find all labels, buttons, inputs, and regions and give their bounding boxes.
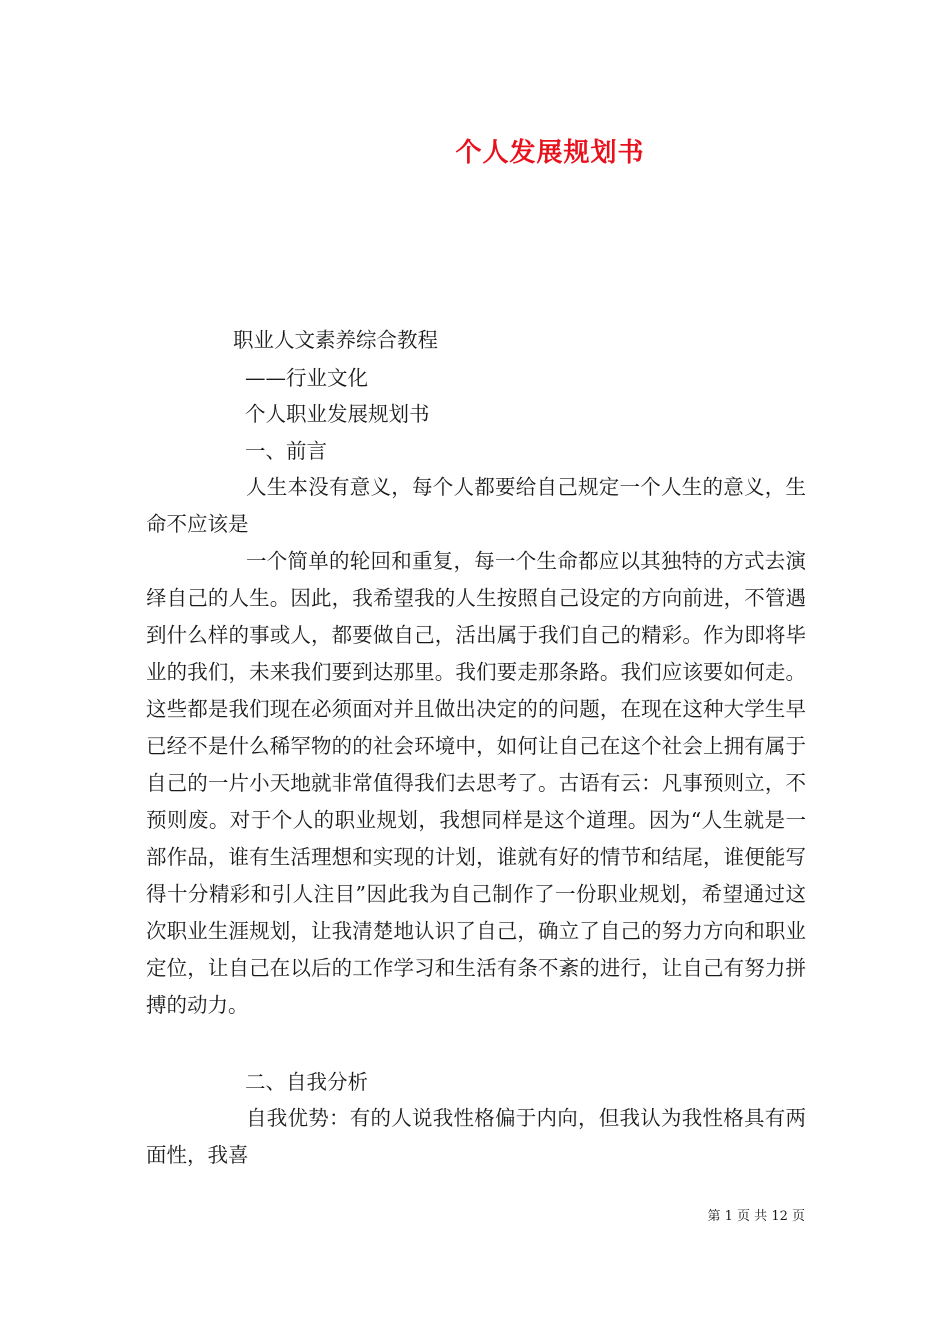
page-number-footer: 第 1 页 共 12 页 [707,1209,805,1224]
section-heading-preface: 一、前言 [245,439,327,463]
paragraph-body: 一个简单的轮回和重复，每一个生命都应以其独特的方式去演绎自己的人生。因此，我希望我的人生按照自己设定的方向前进，不管遇到什么样的事或人，都要做自己，活出属于我们自己的精彩。作为即将毕业的我们，未来我们要到达那里。我们要走那条路。我们应该要如何走。这些都是我们现在必须面对并且做出决定的的问题，在现在这种大学生早已经不是什么稀罕物的的社会环境中，如何让自己在这个社会上拥有属于自己的一片小天地就非常值得我们去思考了。古语有云：凡事预则立，不预则废。对于个人的职业规划，我想同样是这个道理。因为“人生就是一部作品，谁有生活理想和实现的计划，谁就有好的情节和结尾，谁便能写得十分精彩和引人注目”因此我为自己制作了一份职业规划，希望通过这次职业生涯规划，让我清楚地认识了自己，确立了自己的努力方向和职业定位，让自己在以后的工作学习和生活有条不紊的进行，让自己有努力拼搏的动力。 [146,549,806,1017]
course-title: 职业人文素养综合教程 [233,328,438,352]
document-title: 个人发展规划书 [455,138,645,168]
course-subtitle: ——行业文化 [245,366,368,390]
paragraph-intro: 人生本没有意义，每个人都要给自己规定一个人生的意义，生命不应该是 [146,475,806,536]
plan-title: 个人职业发展规划书 [245,402,430,426]
paragraph-self-strengths: 自我优势：有的人说我性格偏于内向，但我认为我性格具有两面性，我喜 [146,1106,806,1167]
section-heading-self-analysis: 二、自我分析 [245,1070,368,1094]
